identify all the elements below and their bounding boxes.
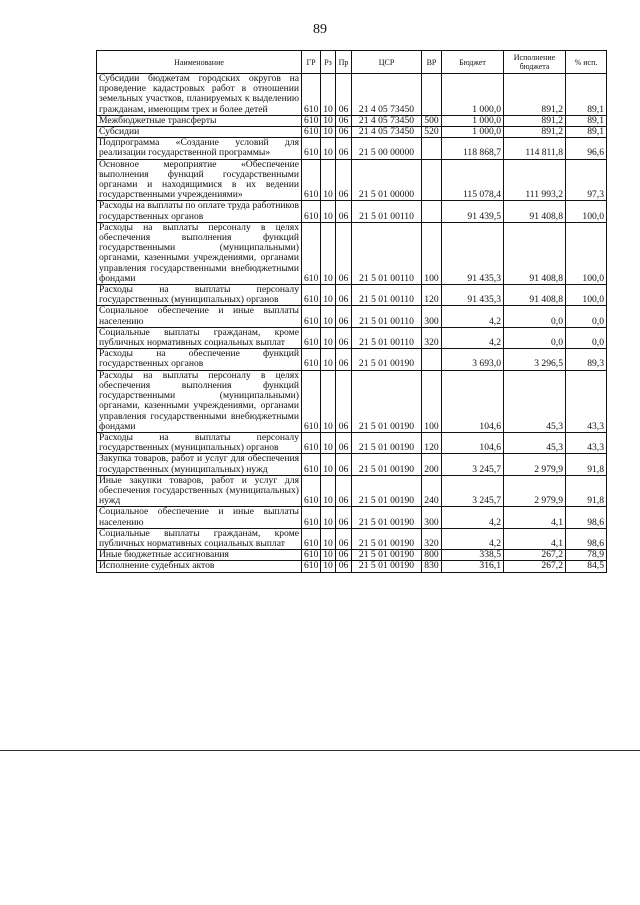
table-row bbox=[97, 561, 607, 572]
row-budget-cell: 91 435,3 bbox=[442, 222, 504, 284]
row-gr-cell: 610 bbox=[302, 138, 321, 159]
table-row bbox=[97, 327, 607, 348]
row-vr-cell bbox=[422, 138, 442, 159]
row-vr-cell: 200 bbox=[422, 454, 442, 475]
row-vr-cell: 320 bbox=[422, 327, 442, 348]
row-csr-cell: 21 5 01 00190 bbox=[352, 432, 422, 453]
row-name-cell: Основное мероприятие «Обеспечение выполнения функций государственными органами и находящимися в их ведении государственными учреждениями» bbox=[97, 159, 302, 201]
row-csr-cell: 21 5 01 00110 bbox=[352, 222, 422, 284]
row-rz-cell: 10 bbox=[321, 349, 336, 370]
row-csr-cell: 21 5 01 00000 bbox=[352, 159, 422, 201]
table-row bbox=[97, 74, 607, 116]
row-csr-cell: 21 5 01 00190 bbox=[352, 550, 422, 561]
row-execution-cell: 45,3 bbox=[504, 370, 566, 432]
row-csr-cell: 21 4 05 73450 bbox=[352, 127, 422, 138]
row-rz-cell: 10 bbox=[321, 201, 336, 222]
row-csr-cell: 21 5 00 00000 bbox=[352, 138, 422, 159]
row-csr-cell: 21 5 01 00190 bbox=[352, 507, 422, 528]
row-percent-cell: 100,0 bbox=[566, 222, 607, 284]
row-execution-cell: 4,1 bbox=[504, 528, 566, 549]
row-pr-cell: 06 bbox=[336, 201, 352, 222]
row-rz-cell: 10 bbox=[321, 528, 336, 549]
row-pr-cell: 06 bbox=[336, 507, 352, 528]
row-pr-cell: 06 bbox=[336, 370, 352, 432]
row-budget-cell: 104,6 bbox=[442, 370, 504, 432]
row-vr-cell: 500 bbox=[422, 115, 442, 126]
table-row bbox=[97, 349, 607, 370]
row-budget-cell: 338,5 bbox=[442, 550, 504, 561]
row-gr-cell: 610 bbox=[302, 327, 321, 348]
row-budget-cell: 3 245,7 bbox=[442, 454, 504, 475]
table-row bbox=[97, 115, 607, 126]
row-name-cell: Межбюджетные трансферты bbox=[97, 115, 302, 126]
row-gr-cell: 610 bbox=[302, 454, 321, 475]
row-percent-cell: 100,0 bbox=[566, 201, 607, 222]
table-row bbox=[97, 201, 607, 222]
row-rz-cell: 10 bbox=[321, 127, 336, 138]
column-header-name: Наименование bbox=[97, 51, 302, 74]
row-percent-cell: 43,3 bbox=[566, 370, 607, 432]
row-name-cell: Расходы на выплаты персоналу государственных (муниципальных) органов bbox=[97, 285, 302, 306]
row-gr-cell: 610 bbox=[302, 475, 321, 507]
row-gr-cell: 610 bbox=[302, 349, 321, 370]
row-budget-cell: 118 868,7 bbox=[442, 138, 504, 159]
row-vr-cell: 320 bbox=[422, 528, 442, 549]
table-row bbox=[97, 550, 607, 561]
row-pr-cell: 06 bbox=[336, 74, 352, 116]
row-pr-cell: 06 bbox=[336, 475, 352, 507]
row-gr-cell: 610 bbox=[302, 507, 321, 528]
row-budget-cell: 4,2 bbox=[442, 306, 504, 327]
row-percent-cell: 97,3 bbox=[566, 159, 607, 201]
row-csr-cell: 21 5 01 00190 bbox=[352, 475, 422, 507]
row-pr-cell: 06 bbox=[336, 432, 352, 453]
row-vr-cell: 300 bbox=[422, 507, 442, 528]
row-pr-cell: 06 bbox=[336, 127, 352, 138]
row-percent-cell: 89,3 bbox=[566, 349, 607, 370]
row-percent-cell: 89,1 bbox=[566, 127, 607, 138]
row-csr-cell: 21 5 01 00190 bbox=[352, 370, 422, 432]
row-execution-cell: 2 979,9 bbox=[504, 475, 566, 507]
row-rz-cell: 10 bbox=[321, 74, 336, 116]
row-csr-cell: 21 5 01 00110 bbox=[352, 285, 422, 306]
row-execution-cell: 267,2 bbox=[504, 561, 566, 572]
row-gr-cell: 610 bbox=[302, 201, 321, 222]
row-budget-cell: 3 245,7 bbox=[442, 475, 504, 507]
column-header-execution: Исполнение бюджета bbox=[504, 51, 566, 74]
row-execution-cell: 45,3 bbox=[504, 432, 566, 453]
row-name-cell: Расходы на выплаты персоналу в целях обеспечения выполнения функций государственными (муниципальными) органами, казенными учреждениями, органами управления государственными внебюджетными фондами bbox=[97, 370, 302, 432]
row-name-cell: Иные закупки товаров, работ и услуг для обеспечения государственных (муниципальных) нужд bbox=[97, 475, 302, 507]
row-percent-cell: 0,0 bbox=[566, 327, 607, 348]
row-vr-cell: 100 bbox=[422, 222, 442, 284]
row-execution-cell: 91 408,8 bbox=[504, 222, 566, 284]
row-gr-cell: 610 bbox=[302, 115, 321, 126]
row-pr-cell: 06 bbox=[336, 138, 352, 159]
row-csr-cell: 21 4 05 73450 bbox=[352, 74, 422, 116]
row-execution-cell: 4,1 bbox=[504, 507, 566, 528]
row-budget-cell: 115 078,4 bbox=[442, 159, 504, 201]
column-header-budget: Бюджет bbox=[442, 51, 504, 74]
row-execution-cell: 0,0 bbox=[504, 306, 566, 327]
row-name-cell: Социальное обеспечение и иные выплаты населению bbox=[97, 507, 302, 528]
table-row bbox=[97, 127, 607, 138]
row-budget-cell: 1 000,0 bbox=[442, 115, 504, 126]
row-vr-cell: 520 bbox=[422, 127, 442, 138]
row-budget-cell: 91 435,3 bbox=[442, 285, 504, 306]
row-budget-cell: 4,2 bbox=[442, 327, 504, 348]
row-csr-cell: 21 5 01 00110 bbox=[352, 327, 422, 348]
row-rz-cell: 10 bbox=[321, 222, 336, 284]
row-rz-cell: 10 bbox=[321, 115, 336, 126]
table-row bbox=[97, 475, 607, 507]
row-gr-cell: 610 bbox=[302, 370, 321, 432]
row-rz-cell: 10 bbox=[321, 550, 336, 561]
row-percent-cell: 96,6 bbox=[566, 138, 607, 159]
row-rz-cell: 10 bbox=[321, 432, 336, 453]
row-execution-cell: 111 993,2 bbox=[504, 159, 566, 201]
table-row bbox=[97, 222, 607, 284]
row-percent-cell: 43,3 bbox=[566, 432, 607, 453]
row-gr-cell: 610 bbox=[302, 222, 321, 284]
row-name-cell: Субсидии бюджетам городских округов на проведение кадастровых работ в отношении земельных участков, планируемых к выделению гражданам, имеющим трех и более детей bbox=[97, 74, 302, 116]
row-csr-cell: 21 5 01 00110 bbox=[352, 201, 422, 222]
table-row bbox=[97, 370, 607, 432]
row-budget-cell: 4,2 bbox=[442, 528, 504, 549]
row-rz-cell: 10 bbox=[321, 138, 336, 159]
row-rz-cell: 10 bbox=[321, 507, 336, 528]
row-name-cell: Закупка товаров, работ и услуг для обеспечения государственных (муниципальных) нужд bbox=[97, 454, 302, 475]
row-percent-cell: 98,6 bbox=[566, 507, 607, 528]
row-name-cell: Исполнение судебных актов bbox=[97, 561, 302, 572]
row-execution-cell: 91 408,8 bbox=[504, 201, 566, 222]
page-bottom-rule bbox=[0, 750, 640, 751]
row-vr-cell: 100 bbox=[422, 370, 442, 432]
row-pr-cell: 06 bbox=[336, 454, 352, 475]
row-vr-cell bbox=[422, 74, 442, 116]
row-pr-cell: 06 bbox=[336, 306, 352, 327]
row-percent-cell: 84,5 bbox=[566, 561, 607, 572]
row-percent-cell: 100,0 bbox=[566, 285, 607, 306]
row-budget-cell: 4,2 bbox=[442, 507, 504, 528]
row-percent-cell: 91,8 bbox=[566, 454, 607, 475]
row-csr-cell: 21 5 01 00190 bbox=[352, 528, 422, 549]
row-execution-cell: 891,2 bbox=[504, 74, 566, 116]
row-pr-cell: 06 bbox=[336, 115, 352, 126]
row-execution-cell: 2 979,9 bbox=[504, 454, 566, 475]
row-execution-cell: 891,2 bbox=[504, 115, 566, 126]
row-gr-cell: 610 bbox=[302, 432, 321, 453]
row-rz-cell: 10 bbox=[321, 285, 336, 306]
row-gr-cell: 610 bbox=[302, 550, 321, 561]
row-name-cell: Социальное обеспечение и иные выплаты населению bbox=[97, 306, 302, 327]
row-percent-cell: 98,6 bbox=[566, 528, 607, 549]
row-gr-cell: 610 bbox=[302, 285, 321, 306]
column-header-pr: Пр bbox=[336, 51, 352, 74]
row-name-cell: Субсидии bbox=[97, 127, 302, 138]
row-rz-cell: 10 bbox=[321, 454, 336, 475]
row-gr-cell: 610 bbox=[302, 74, 321, 116]
row-execution-cell: 267,2 bbox=[504, 550, 566, 561]
budget-execution-table bbox=[96, 50, 607, 573]
row-pr-cell: 06 bbox=[336, 349, 352, 370]
row-name-cell: Социальные выплаты гражданам, кроме публичных нормативных социальных выплат bbox=[97, 327, 302, 348]
row-pr-cell: 06 bbox=[336, 159, 352, 201]
column-header-vr: ВР bbox=[422, 51, 442, 74]
row-vr-cell: 120 bbox=[422, 285, 442, 306]
row-pr-cell: 06 bbox=[336, 327, 352, 348]
row-pr-cell: 06 bbox=[336, 528, 352, 549]
row-name-cell: Расходы на обеспечение функций государственных органов bbox=[97, 349, 302, 370]
row-name-cell: Иные бюджетные ассигнования bbox=[97, 550, 302, 561]
row-percent-cell: 89,1 bbox=[566, 74, 607, 116]
row-execution-cell: 91 408,8 bbox=[504, 285, 566, 306]
row-name-cell: Расходы на выплаты по оплате труда работников государственных органов bbox=[97, 201, 302, 222]
column-header-gr: ГР bbox=[302, 51, 321, 74]
row-gr-cell: 610 bbox=[302, 528, 321, 549]
table-row bbox=[97, 454, 607, 475]
row-budget-cell: 316,1 bbox=[442, 561, 504, 572]
row-pr-cell: 06 bbox=[336, 285, 352, 306]
row-rz-cell: 10 bbox=[321, 306, 336, 327]
row-csr-cell: 21 4 05 73450 bbox=[352, 115, 422, 126]
row-budget-cell: 1 000,0 bbox=[442, 127, 504, 138]
row-vr-cell: 300 bbox=[422, 306, 442, 327]
row-vr-cell bbox=[422, 201, 442, 222]
column-header-rz: Рз bbox=[321, 51, 336, 74]
table-row bbox=[97, 432, 607, 453]
table-row bbox=[97, 138, 607, 159]
row-vr-cell bbox=[422, 349, 442, 370]
column-header-percent: % исп. bbox=[566, 51, 607, 74]
row-budget-cell: 91 439,5 bbox=[442, 201, 504, 222]
row-csr-cell: 21 5 01 00190 bbox=[352, 454, 422, 475]
row-name-cell: Подпрограмма «Создание условий для реализации государственной программы» bbox=[97, 138, 302, 159]
row-vr-cell: 830 bbox=[422, 561, 442, 572]
row-gr-cell: 610 bbox=[302, 127, 321, 138]
row-vr-cell bbox=[422, 159, 442, 201]
table-row bbox=[97, 507, 607, 528]
row-percent-cell: 0,0 bbox=[566, 306, 607, 327]
row-gr-cell: 610 bbox=[302, 561, 321, 572]
row-execution-cell: 3 296,5 bbox=[504, 349, 566, 370]
table-row bbox=[97, 159, 607, 201]
row-rz-cell: 10 bbox=[321, 561, 336, 572]
column-header-csr: ЦСР bbox=[352, 51, 422, 74]
table-row bbox=[97, 306, 607, 327]
row-budget-cell: 3 693,0 bbox=[442, 349, 504, 370]
row-name-cell: Социальные выплаты гражданам, кроме публичных нормативных социальных выплат bbox=[97, 528, 302, 549]
row-rz-cell: 10 bbox=[321, 327, 336, 348]
row-pr-cell: 06 bbox=[336, 222, 352, 284]
row-execution-cell: 891,2 bbox=[504, 127, 566, 138]
row-name-cell: Расходы на выплаты персоналу государственных (муниципальных) органов bbox=[97, 432, 302, 453]
row-rz-cell: 10 bbox=[321, 475, 336, 507]
page-number: 89 bbox=[313, 22, 327, 37]
row-gr-cell: 610 bbox=[302, 306, 321, 327]
row-csr-cell: 21 5 01 00190 bbox=[352, 561, 422, 572]
row-execution-cell: 0,0 bbox=[504, 327, 566, 348]
row-pr-cell: 06 bbox=[336, 561, 352, 572]
table-body bbox=[97, 74, 607, 573]
row-execution-cell: 114 811,8 bbox=[504, 138, 566, 159]
row-rz-cell: 10 bbox=[321, 159, 336, 201]
row-percent-cell: 89,1 bbox=[566, 115, 607, 126]
row-rz-cell: 10 bbox=[321, 370, 336, 432]
row-csr-cell: 21 5 01 00190 bbox=[352, 349, 422, 370]
row-percent-cell: 91,8 bbox=[566, 475, 607, 507]
row-csr-cell: 21 5 01 00110 bbox=[352, 306, 422, 327]
table-row bbox=[97, 528, 607, 549]
row-pr-cell: 06 bbox=[336, 550, 352, 561]
row-vr-cell: 240 bbox=[422, 475, 442, 507]
table-row bbox=[97, 285, 607, 306]
row-gr-cell: 610 bbox=[302, 159, 321, 201]
row-vr-cell: 800 bbox=[422, 550, 442, 561]
row-name-cell: Расходы на выплаты персоналу в целях обеспечения выполнения функций государственными (муниципальными) органами, казенными учреждениями, органами управления государственными внебюджетными фондами bbox=[97, 222, 302, 284]
row-percent-cell: 78,9 bbox=[566, 550, 607, 561]
row-budget-cell: 1 000,0 bbox=[442, 74, 504, 116]
row-vr-cell: 120 bbox=[422, 432, 442, 453]
table-header-row bbox=[97, 51, 607, 74]
row-budget-cell: 104,6 bbox=[442, 432, 504, 453]
